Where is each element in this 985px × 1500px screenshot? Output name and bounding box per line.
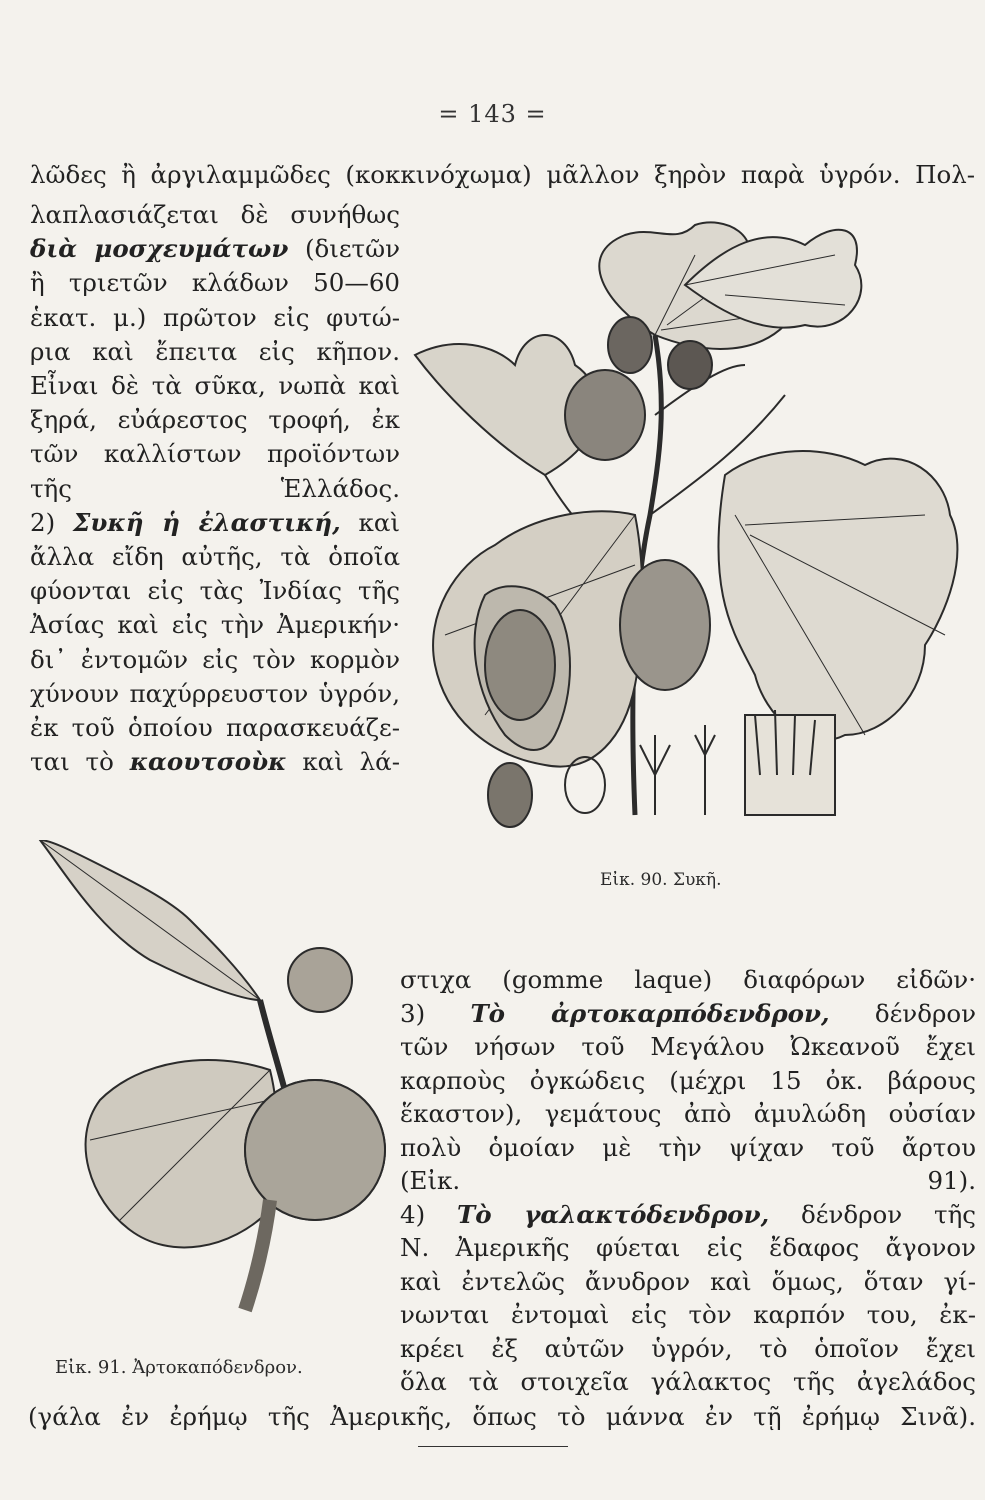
left-column-line [30, 474, 400, 504]
text-run: ἄλλα εἴδη αὐτῆς, τὰ ὁποῖα [30, 542, 400, 571]
text-run: καὶ [340, 507, 401, 537]
text-run: (Εἰκ. 91). [400, 1166, 976, 1195]
left-column-line [30, 303, 400, 333]
text-run: λαπλασιάζεται δὲ συνήθως [30, 200, 400, 229]
left-column-line [30, 371, 400, 401]
text-run: ἐκ τοῦ ὁποίου παρασκευάζε- [30, 713, 400, 742]
left-column-line [30, 405, 400, 435]
right-column-line [400, 1200, 976, 1230]
fig-fruit-4 [620, 560, 710, 690]
emphasis-run: διὰ μοσχευμάτων [30, 234, 289, 264]
text-run: κρέει ἐξ αὐτῶν ὑγρόν, τὸ ὁποῖον ἔχει [400, 1333, 976, 1363]
fig-fruit-3 [565, 370, 645, 460]
text-run: 4) [400, 1199, 458, 1229]
left-column-line [30, 713, 400, 743]
left-column-line [30, 747, 400, 777]
right-column-line [400, 1334, 976, 1364]
text-run: 2) [30, 507, 74, 537]
text-run: καὶ ἐντελῶς ἄνυδρον καὶ ὅμως, ὅταν γί- [400, 1266, 976, 1296]
text-run: νωνται ἐντομαὶ εἰς τὸν καρπόν του, ἐκ- [400, 1300, 976, 1329]
fig-seed-2 [565, 757, 605, 813]
text-run: τῆς Ἑλλάδος. [30, 473, 400, 503]
left-column-line [30, 200, 400, 230]
text-run: ἕκαστον), γεμάτους ἀπὸ ἀμυλώδη οὐσίαν [400, 1099, 976, 1128]
text-run: καρποὺς ὀγκώδεις (μέχρι 15 ὀκ. βάρους [400, 1065, 976, 1095]
text-run: Ν. Ἀμερικῆς φύεται εἰς ἔδαφος ἄγονον [400, 1233, 976, 1262]
fig-seed [488, 763, 532, 827]
text-run: ἢ τριετῶν κλάδων 50—60 [30, 268, 400, 298]
right-column-line [400, 1367, 976, 1397]
fig91-caption: Εἰκ. 91. Ἀρτοκαπόδενδρον. [55, 1357, 303, 1378]
right-column-line [400, 1066, 976, 1096]
text-run: 3) [400, 998, 471, 1028]
breadfruit-illustration [30, 840, 390, 1340]
top-text-line: λῶδες ἢ ἀργιλαμμῶδες (κοκκινόχωμα) μᾶλλον ξηρὸν παρὰ ὑγρόν. Πολ- [30, 160, 975, 189]
text-run: ἑκατ. μ.) πρῶτον εἰς φυτώ- [30, 302, 400, 332]
right-column-line [400, 1267, 976, 1297]
emphasis-run: Τὸ γαλακτόδενδρον, [457, 1199, 770, 1229]
footer-rule [418, 1446, 568, 1447]
left-column-line [30, 610, 400, 640]
text-run: ρια καὶ ἔπειτα εἰς κῆπον. [30, 336, 400, 366]
fig-flower-detail [640, 725, 715, 815]
text-run: (διετῶν [288, 234, 400, 264]
right-column-line [400, 1233, 976, 1263]
emphasis-run: καουτσοὺκ [129, 747, 287, 777]
fig90-caption: Εἰκ. 90. Συκῆ. [600, 870, 722, 890]
fig-fruit-2 [668, 341, 712, 389]
text-run: δένδρον [829, 998, 976, 1028]
right-column-line [400, 1032, 976, 1062]
text-run: Ἀσίας καὶ εἰς τὴν Ἀμερικήν· [30, 610, 400, 640]
text-run: τῶν νήσων τοῦ Μεγάλου Ὠκεανοῦ ἔχει [400, 1032, 976, 1061]
text-run: δι᾽ ἐντομῶν εἰς τὸν κορμὸν [30, 644, 400, 674]
right-column-line [400, 1099, 976, 1129]
text-run: ὅλα τὰ στοιχεῖα γάλακτος τῆς ἀγελάδος [400, 1367, 976, 1396]
right-column-line [400, 1300, 976, 1330]
left-column-line [30, 508, 400, 538]
left-column-line [30, 679, 400, 709]
text-run: τῶν καλλίστων προϊόντων [30, 439, 400, 469]
emphasis-run: Τὸ ἀρτοκαρπόδενδρον, [470, 998, 830, 1028]
text-run: καὶ λά- [286, 747, 400, 777]
text-run: ξηρά, εὐάρεστος τροφή, ἐκ [30, 405, 400, 435]
text-run: πολὺ ὁμοίαν μὲ τὴν ψίχαν τοῦ ἄρτου [400, 1132, 976, 1162]
left-column-line [30, 645, 400, 675]
right-column-line [400, 1166, 976, 1196]
right-column-line [400, 1133, 976, 1163]
text-run: στιχα (gomme laque) διαφόρων εἰδῶν· [400, 965, 976, 994]
left-column-line [30, 268, 400, 298]
left-column-line [30, 337, 400, 367]
text-run: Εἶναι δὲ τὰ σῦκα, νωπὰ καὶ [30, 371, 400, 400]
emphasis-run: Συκῆ ἡ ἐλαστική, [73, 507, 341, 537]
right-column-line [400, 999, 976, 1029]
page-number: = 143 = [438, 100, 547, 128]
text-run: δένδρον τῆς [769, 1199, 976, 1229]
left-column-line [30, 234, 400, 264]
left-column-line [30, 576, 400, 606]
right-column-line [400, 965, 976, 995]
left-column-line [30, 542, 400, 572]
text-run: φύονται εἰς τὰς Ἰνδίας τῆς [30, 576, 400, 606]
bottom-text-line: (γάλα ἐν ἐρήμῳ τῆς Ἀμερικῆς, ὅπως τὸ μάννα ἐν τῇ ἐρήμῳ Σινᾶ). [28, 1402, 976, 1431]
left-column-line [30, 439, 400, 469]
fig-leaf-large [718, 451, 957, 740]
text-run: ται τὸ [30, 747, 130, 777]
breadfruit-flower-head [288, 948, 352, 1012]
fig-fruit-1 [608, 317, 652, 373]
fig-tree-illustration [405, 215, 975, 855]
text-run: χύνουν παχύρρευστον ὑγρόν, [30, 678, 400, 708]
